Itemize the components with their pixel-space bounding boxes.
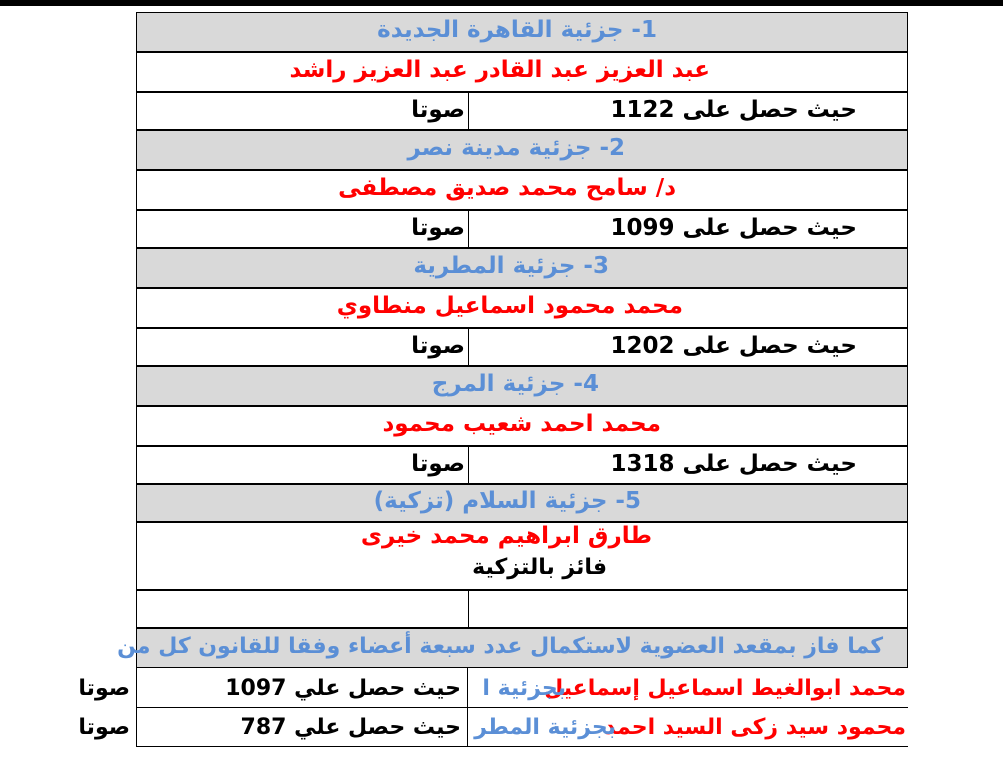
section-title: 5- جزئية السلام (تزكية) [373, 488, 641, 514]
extra-member-district: بجزئية ا [482, 676, 566, 701]
winner-row [136, 288, 908, 328]
column-divider [468, 211, 469, 249]
column-divider [468, 447, 469, 485]
extra-member-name: محمد ابوالغيط اسماعيل إسماعيل [544, 676, 906, 701]
row-rule [136, 746, 908, 747]
column-divider [468, 93, 469, 131]
winner-row [136, 170, 908, 210]
winner-name: طارق ابراهيم محمد خيرى [360, 523, 652, 549]
section-header-row [136, 248, 908, 288]
winner-name: عبد العزيز عبد القادر عبد العزيز راشد [289, 57, 710, 83]
votes-count: حيث حصل على 1202 [610, 333, 857, 359]
votes-row [136, 92, 908, 130]
winner-name: د/ سامح محمد صديق مصطفى [338, 175, 676, 201]
votes-count: حيث حصل علي 1097 [225, 676, 461, 701]
votes-unit: صوتا [411, 97, 465, 123]
note-row [117, 628, 908, 668]
votes-unit: صوتا [78, 715, 130, 740]
column-divider [468, 329, 469, 367]
extra-member-district: بجزئية المطر [474, 715, 616, 740]
votes-count: حيث حصل على 1318 [610, 451, 857, 477]
column-divider [467, 668, 468, 746]
votes-count: حيث حصل علي 787 [240, 715, 461, 740]
section-header-row [136, 12, 908, 52]
votes-unit: صوتا [411, 451, 465, 477]
column-divider [468, 591, 469, 629]
membership-note: كما فاز بمقعد العضوية لاستكمال عدد سبعة أعضاء وفقا للقانون كل من [117, 634, 883, 659]
left-border [136, 668, 137, 746]
votes-unit: صوتا [411, 333, 465, 359]
winner-row [136, 406, 908, 446]
extra-member-name: محمود سيد زكى السيد احمد [604, 715, 906, 740]
votes-count: حيث حصل على 1122 [610, 97, 857, 123]
votes-unit: صوتا [78, 676, 130, 701]
winner-name: محمد محمود اسماعيل منطاوي [336, 293, 683, 319]
section-header-row [136, 366, 908, 406]
votes-row [136, 328, 908, 366]
section-title: 1- جزئية القاهرة الجديدة [377, 17, 657, 43]
votes-unit: صوتا [411, 215, 465, 241]
row-rule [136, 707, 908, 708]
section-title: 3- جزئية المطرية [413, 253, 609, 279]
section-header-row [136, 484, 908, 522]
votes-count: حيث حصل على 1099 [610, 215, 857, 241]
winner-row [136, 52, 908, 92]
section-title: 4- جزئية المرج [431, 371, 599, 397]
empty-row [136, 590, 908, 628]
votes-row [136, 446, 908, 484]
acclamation-row [136, 522, 908, 590]
section-title: 2- جزئية مدينة نصر [407, 135, 625, 161]
winner-name: محمد احمد شعيب محمود [382, 411, 661, 437]
acclamation-status: فائز بالتزكية [472, 555, 607, 580]
section-header-row [136, 130, 908, 170]
votes-row [136, 210, 908, 248]
